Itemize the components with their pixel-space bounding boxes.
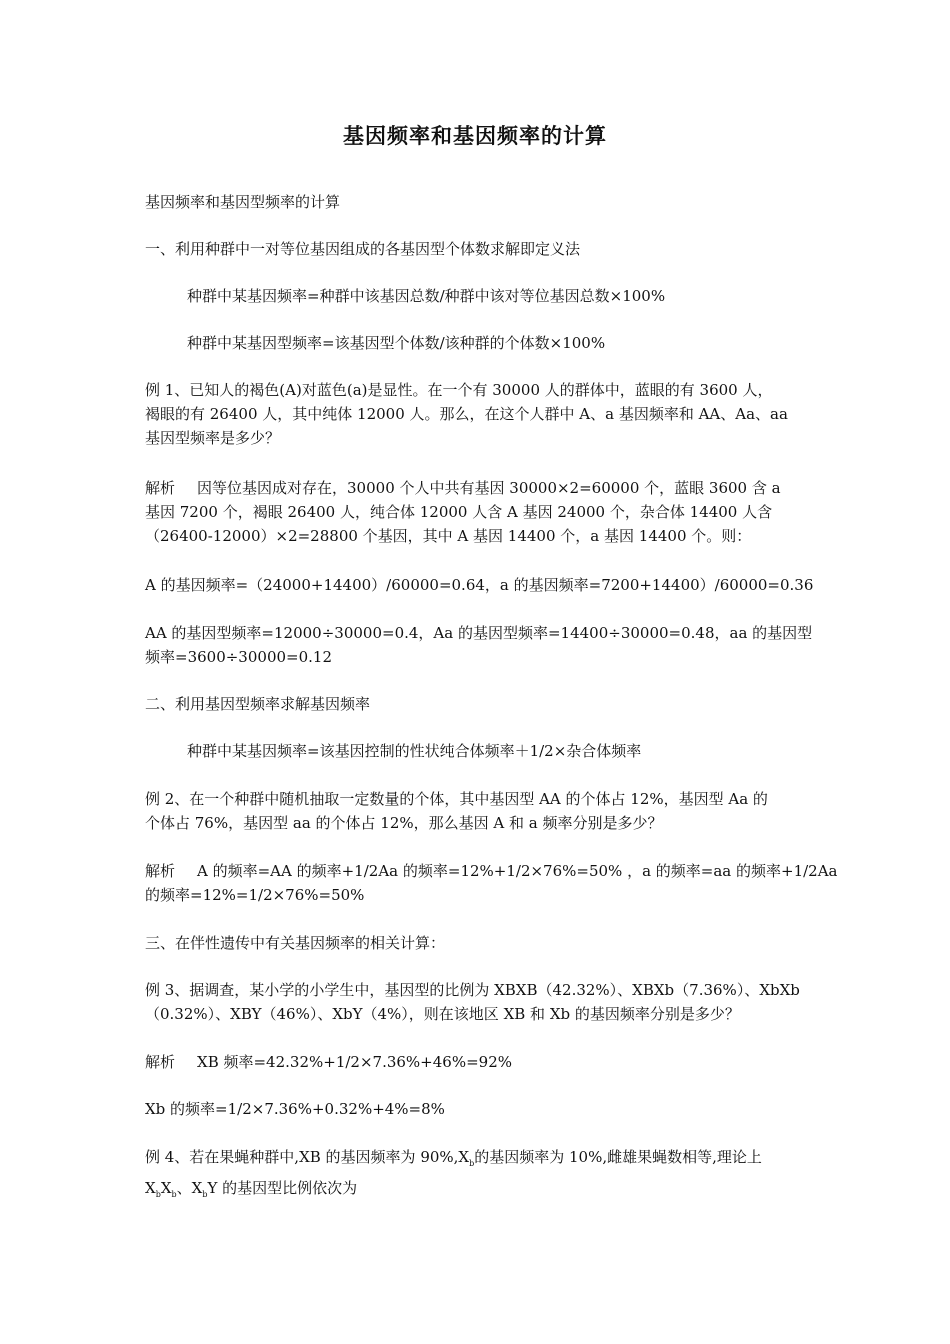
example4-paragraph (145, 1145, 815, 1207)
analysis3-line2: Xb 的频率=1/2×7.36%+0.32%+4%=8% (145, 1100, 445, 1118)
section1-heading: 一、利用种群中一对等位基因组成的各基因型个体数求解即定义法 (145, 240, 581, 258)
analysis1-result2 (145, 621, 815, 669)
example1-line2: 褐眼的有 26400 人，其中纯体 12000 人。那么，在这个人群中 A、a 基因频率和 AA、Aa、aa (145, 405, 788, 423)
example4-line2: $X_bX_b$、$X_bY$ 的基因型比例依次为 (145, 1179, 358, 1199)
example3-line2: （0.32%）、XBY（46%）、XbY（4%），则在该地区 XB 和 Xb 的基因频率分别是多少？ (145, 1005, 740, 1023)
example3-line1: 例 3、据调查，某小学的小学生中，基因型的比例为 XBXB（42.32%）、XBXb（7.36%）、XbXb (145, 981, 800, 999)
analysis1-result1: A 的基因频率=（24000+14400）/60000=0.64，a 的基因频率=7200+14400）/60000=0.36 (145, 576, 814, 594)
analysis2-paragraph (145, 859, 838, 907)
section2-formula: 种群中某基因频率=该基因控制的性状纯合体频率＋1/2×杂合体频率 (187, 742, 642, 760)
section2-heading: 二、利用基因型频率求解基因频率 (145, 695, 371, 713)
subscript: b (202, 1190, 208, 1199)
example3-paragraph (145, 978, 815, 1026)
analysis3-line1 (145, 1050, 815, 1074)
analysis3-text: XB 频率=42.32%+1/2×7.36%+46%=92% (197, 1053, 512, 1071)
analysis-label: 解析 (145, 862, 176, 880)
section1-formula1: 种群中某基因频率=种群中该基因总数/种群中该对等位基因总数×100% (187, 287, 666, 305)
analysis2-line2: 的频率=12%=1/2×76%=50% (145, 886, 365, 904)
analysis1-result2-line2: 频率=3600÷30000=0.12 (145, 648, 332, 666)
analysis-label: 解析 (145, 1053, 176, 1071)
document-title: 基因频率和基因频率的计算 (343, 123, 607, 148)
analysis1-text: 因等位基因成对存在，30000 个人中共有基因 30000×2=60000 个，蓝眼 3600 含 a (197, 479, 781, 497)
subscript: b (171, 1190, 177, 1199)
section3-heading: 三、在伴性遗传中有关基因频率的相关计算： (145, 934, 446, 952)
analysis1-line2: 基因 7200 个，褐眼 26400 人，纯合体 12000 人含 A 基因 24000 个，杂合体 14400 人含 (145, 503, 773, 521)
analysis2-line1 (145, 859, 838, 883)
example1-line1: 例 1、已知人的褐色(A)对蓝色(a)是显性。在一个有 30000 人的群体中，蓝眼的有 3600 人， (145, 381, 773, 399)
analysis-label: 解析 (145, 479, 176, 497)
subscript: b (469, 1159, 475, 1168)
analysis1-paragraph (145, 476, 815, 548)
section1-formula2: 种群中某基因型频率=该基因型个体数/该种群的个体数×100% (187, 334, 606, 352)
subscript: b (155, 1190, 161, 1199)
analysis2-text: A 的频率=AA 的频率+1/2Aa 的频率=12%+1/2×76%=50% ，a 的频率=aa 的频率+1/2Aa (197, 862, 838, 880)
example2-line2: 个体占 76%，基因型 aa 的个体占 12%，那么基因 A 和 a 频率分别是多少？ (145, 814, 663, 832)
example4-line1: 例 4、若在果蝇种群中,XB 的基因频率为 $90\%,X_b$的基因频率为 10%,雌雄果蝇数相等,理论上 (145, 1148, 762, 1168)
intro-text: 基因频率和基因型频率的计算 (145, 193, 341, 211)
analysis1-result2-line1: AA 的基因型频率=12000÷30000=0.4，Aa 的基因型频率=14400÷30000=0.48，aa 的基因型 (145, 624, 813, 642)
analysis1-line3: （26400-12000）×2=28800 个基因，其中 A 基因 14400 个，a 基因 14400 个。则： (145, 527, 752, 545)
example1-paragraph (145, 378, 815, 450)
example2-line1: 例 2、在一个种群中随机抽取一定数量的个体，其中基因型 AA 的个体占 12%，基因型 Aa 的 (145, 790, 768, 808)
example1-line3: 基因型频率是多少？ (145, 429, 281, 447)
example2-paragraph (145, 787, 815, 835)
analysis1-line1 (145, 476, 815, 500)
